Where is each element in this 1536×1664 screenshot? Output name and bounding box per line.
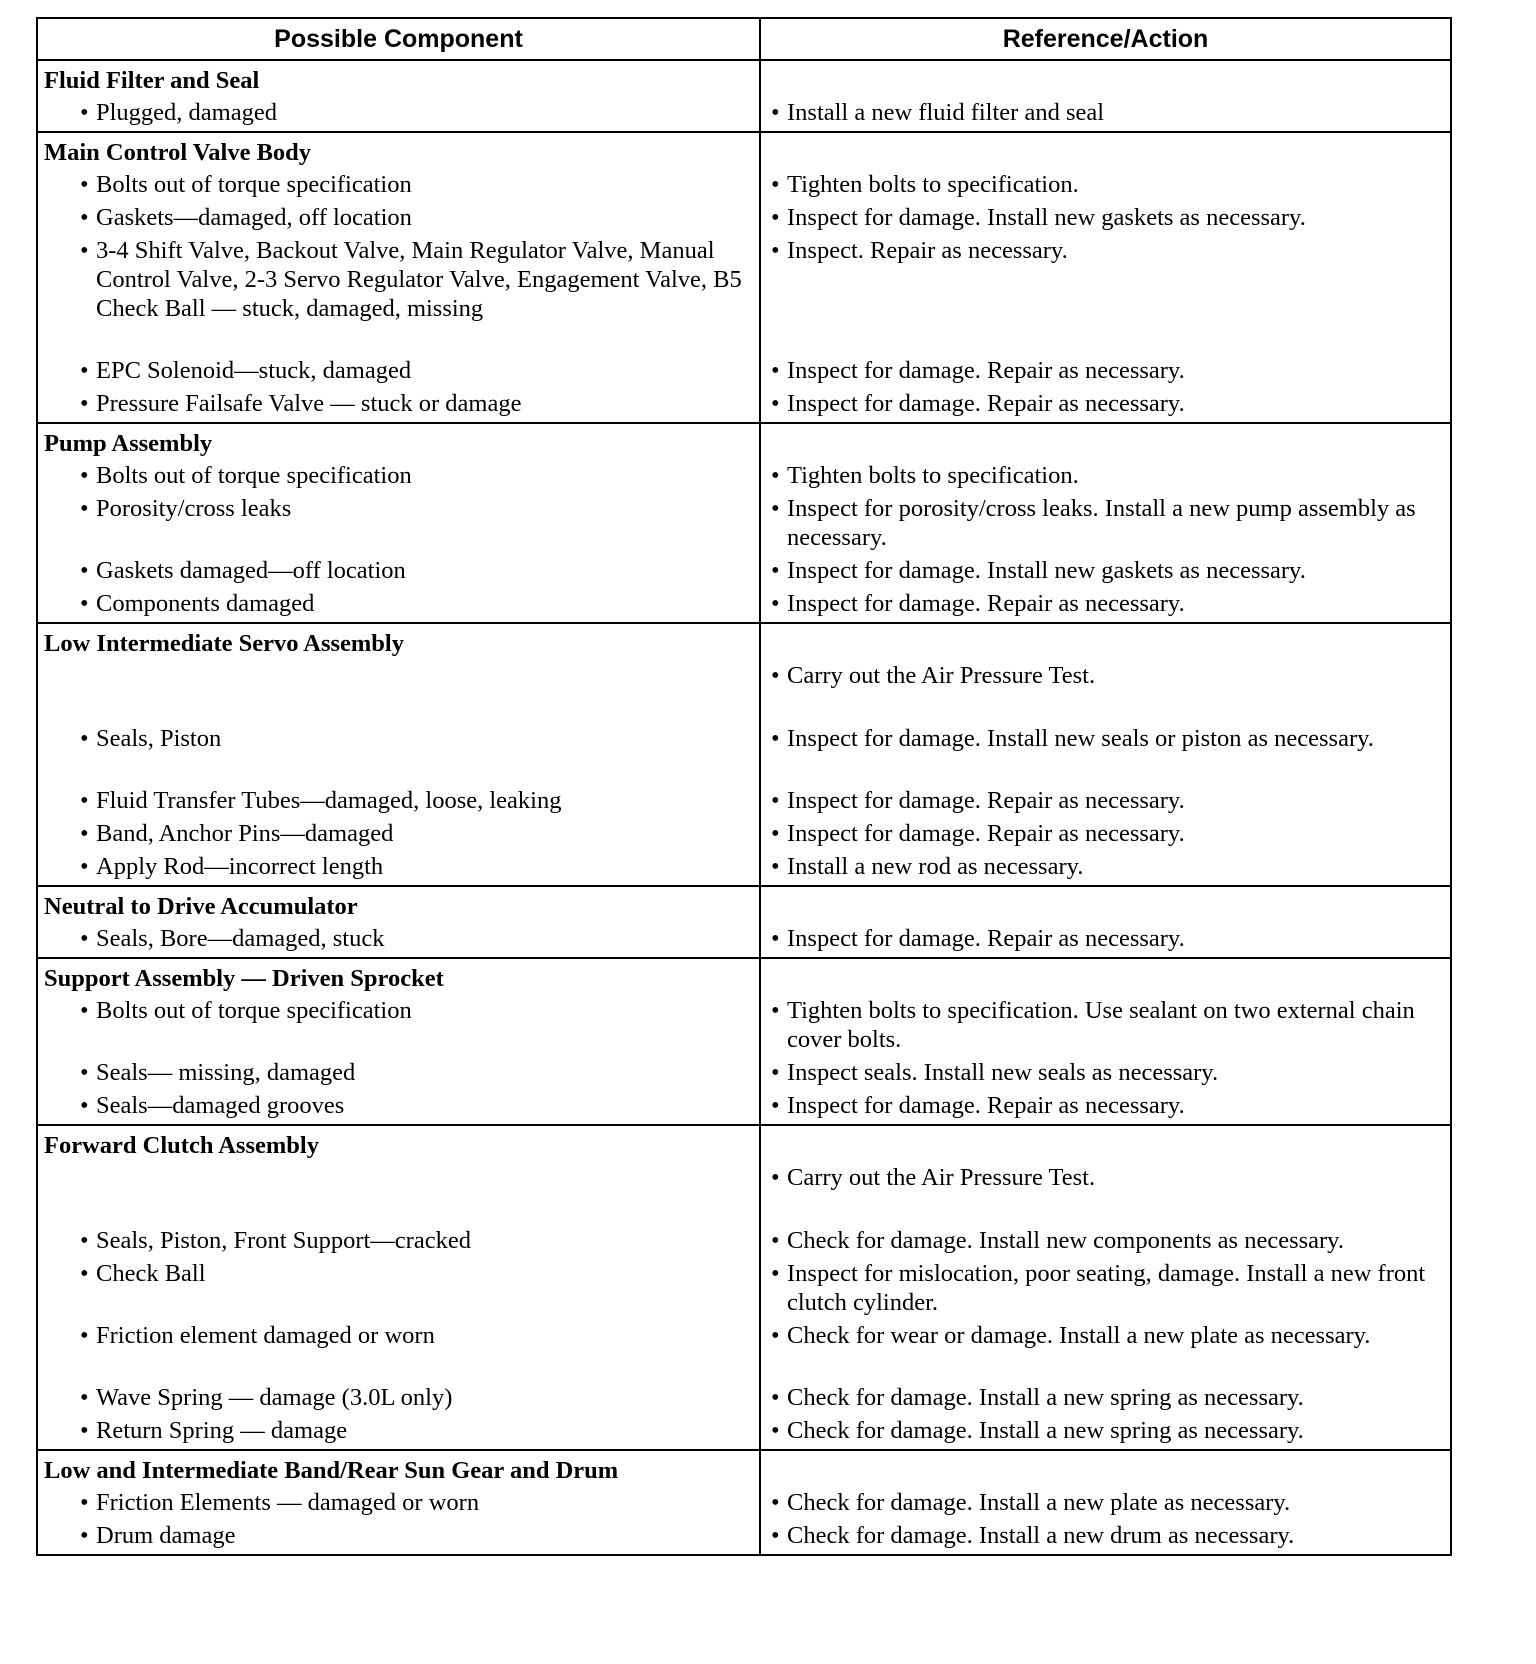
component-item: • Bolts out of torque specification: [38, 996, 759, 1058]
action-item: • Inspect for damage. Install new gaskets as necessary.: [761, 556, 1450, 589]
action-item: • Inspect seals. Install new seals as necessary.: [761, 1058, 1450, 1091]
action-item: • Install a new fluid filter and seal: [761, 98, 1450, 131]
component-item: • Seals— missing, damaged: [38, 1058, 759, 1091]
component-item: • Return Spring — damage: [38, 1416, 759, 1449]
group-row: [37, 1125, 1451, 1163]
component-item: • Friction Elements — damaged or worn: [38, 1488, 759, 1521]
spacer-row: [37, 1200, 1451, 1226]
group-row: [37, 60, 1451, 98]
table-row: [37, 1383, 1451, 1416]
diagnosis-table: [36, 17, 1452, 1556]
action-item: • Inspect for damage. Repair as necessary.: [761, 924, 1450, 957]
action-item: • Carry out the Air Pressure Test.: [761, 661, 1450, 694]
table-row: [37, 1259, 1451, 1321]
component-item: • Bolts out of torque specification: [38, 461, 759, 494]
table-row: [37, 724, 1451, 786]
component-item: • 3-4 Shift Valve, Backout Valve, Main Regulator Valve, Manual Control Valve, 2-3 Servo Regulator Valve, Engagement Valve, B5 Check Ball — stuck, damaged, missing: [38, 236, 759, 356]
action-item: • Install a new rod as necessary.: [761, 852, 1450, 885]
table-row: [37, 461, 1451, 494]
component-item: • Plugged, damaged: [38, 98, 759, 131]
group-title: Pump Assembly: [44, 430, 213, 457]
table-row: [37, 661, 1451, 698]
action-item: • Check for damage. Install new components as necessary.: [761, 1226, 1450, 1259]
action-item: • Inspect for damage. Repair as necessary.: [761, 389, 1450, 422]
component-item: • Wave Spring — damage (3.0L only): [38, 1383, 759, 1416]
group-title: Support Assembly — Driven Sprocket: [44, 965, 444, 992]
table-row: [37, 170, 1451, 203]
table-row: [37, 1521, 1451, 1555]
component-item: • Friction element damaged or worn: [38, 1321, 759, 1383]
table-row: [37, 852, 1451, 886]
group-row: [37, 423, 1451, 461]
action-item: • Carry out the Air Pressure Test.: [761, 1163, 1450, 1196]
component-item: • Pressure Failsafe Valve — stuck or damage: [38, 389, 759, 422]
header-possible-component: Possible Component: [37, 18, 760, 60]
action-item: • Check for wear or damage. Install a new plate as necessary.: [761, 1321, 1450, 1383]
table-row: [37, 589, 1451, 623]
component-item: • Seals—damaged grooves: [38, 1091, 759, 1124]
action-item: • Inspect for porosity/cross leaks. Install a new pump assembly as necessary.: [761, 494, 1450, 556]
action-item: • Check for damage. Install a new plate as necessary.: [761, 1488, 1450, 1521]
action-item: • Inspect for damage. Install new gaskets as necessary.: [761, 203, 1450, 236]
component-item: • Seals, Bore—damaged, stuck: [38, 924, 759, 957]
component-item: • Fluid Transfer Tubes—damaged, loose, leaking: [38, 786, 759, 819]
group-row: [37, 1450, 1451, 1488]
table-row: [37, 203, 1451, 236]
component-item: • Check Ball: [38, 1259, 759, 1321]
component-item: • Apply Rod—incorrect length: [38, 852, 759, 885]
table-row: [37, 556, 1451, 589]
table-row: [37, 1416, 1451, 1450]
action-item: • Inspect for mislocation, poor seating, damage. Install a new front clutch cylinder.: [761, 1259, 1450, 1321]
diagnosis-table-page: [36, 17, 1450, 1556]
table-row: [37, 1321, 1451, 1383]
action-item: • Tighten bolts to specification. Use sealant on two external chain cover bolts.: [761, 996, 1450, 1058]
group-title: Neutral to Drive Accumulator: [44, 893, 358, 920]
action-item: • Inspect for damage. Repair as necessary.: [761, 1091, 1450, 1124]
group-row: [37, 132, 1451, 170]
action-item: • Inspect for damage. Repair as necessary.: [761, 786, 1450, 819]
component-item: • Seals, Piston: [38, 724, 759, 786]
component-item: • Band, Anchor Pins—damaged: [38, 819, 759, 852]
table-row: [37, 819, 1451, 852]
spacer-row: [37, 698, 1451, 724]
action-item: • Inspect for damage. Repair as necessary.: [761, 356, 1450, 389]
component-item: • Components damaged: [38, 589, 759, 622]
group-title: Main Control Valve Body: [44, 139, 312, 166]
table-row: [37, 1058, 1451, 1091]
group-title: Fluid Filter and Seal: [44, 67, 260, 94]
group-row: [37, 623, 1451, 661]
component-item: • Bolts out of torque specification: [38, 170, 759, 203]
action-item: • Inspect for damage. Install new seals or piston as necessary.: [761, 724, 1450, 786]
action-item: • Inspect for damage. Repair as necessary.: [761, 589, 1450, 622]
component-item: • Drum damage: [38, 1521, 759, 1554]
header-row: [37, 18, 1451, 60]
component-item: • EPC Solenoid—stuck, damaged: [38, 356, 759, 389]
table-row: [37, 389, 1451, 423]
table-row: [37, 1091, 1451, 1125]
group-row: [37, 886, 1451, 924]
group-row: [37, 958, 1451, 996]
component-item: • Seals, Piston, Front Support—cracked: [38, 1226, 759, 1259]
component-item: • Gaskets—damaged, off location: [38, 203, 759, 236]
table-row: [37, 356, 1451, 389]
action-item: • Check for damage. Install a new drum as necessary.: [761, 1521, 1450, 1554]
group-title: Low Intermediate Servo Assembly: [44, 630, 404, 657]
group-title: Low and Intermediate Band/Rear Sun Gear and Drum: [44, 1457, 619, 1484]
action-item: • Tighten bolts to specification.: [761, 461, 1450, 494]
action-item: • Check for damage. Install a new spring as necessary.: [761, 1383, 1450, 1416]
table-row: [37, 1163, 1451, 1200]
table-row: [37, 1488, 1451, 1521]
header-reference-action: Reference/Action: [760, 18, 1451, 60]
table-row: [37, 1226, 1451, 1259]
table-row: [37, 786, 1451, 819]
table-row: [37, 494, 1451, 556]
table-row: [37, 924, 1451, 958]
table-row: [37, 98, 1451, 132]
action-item: • Inspect for damage. Repair as necessary.: [761, 819, 1450, 852]
table-row: [37, 236, 1451, 356]
action-item: • Tighten bolts to specification.: [761, 170, 1450, 203]
table-row: [37, 996, 1451, 1058]
group-title: Forward Clutch Assembly: [44, 1132, 319, 1159]
component-item: • Gaskets damaged—off location: [38, 556, 759, 589]
component-item: • Porosity/cross leaks: [38, 494, 759, 556]
action-item: • Check for damage. Install a new spring as necessary.: [761, 1416, 1450, 1449]
action-item: • Inspect. Repair as necessary.: [761, 236, 1450, 356]
